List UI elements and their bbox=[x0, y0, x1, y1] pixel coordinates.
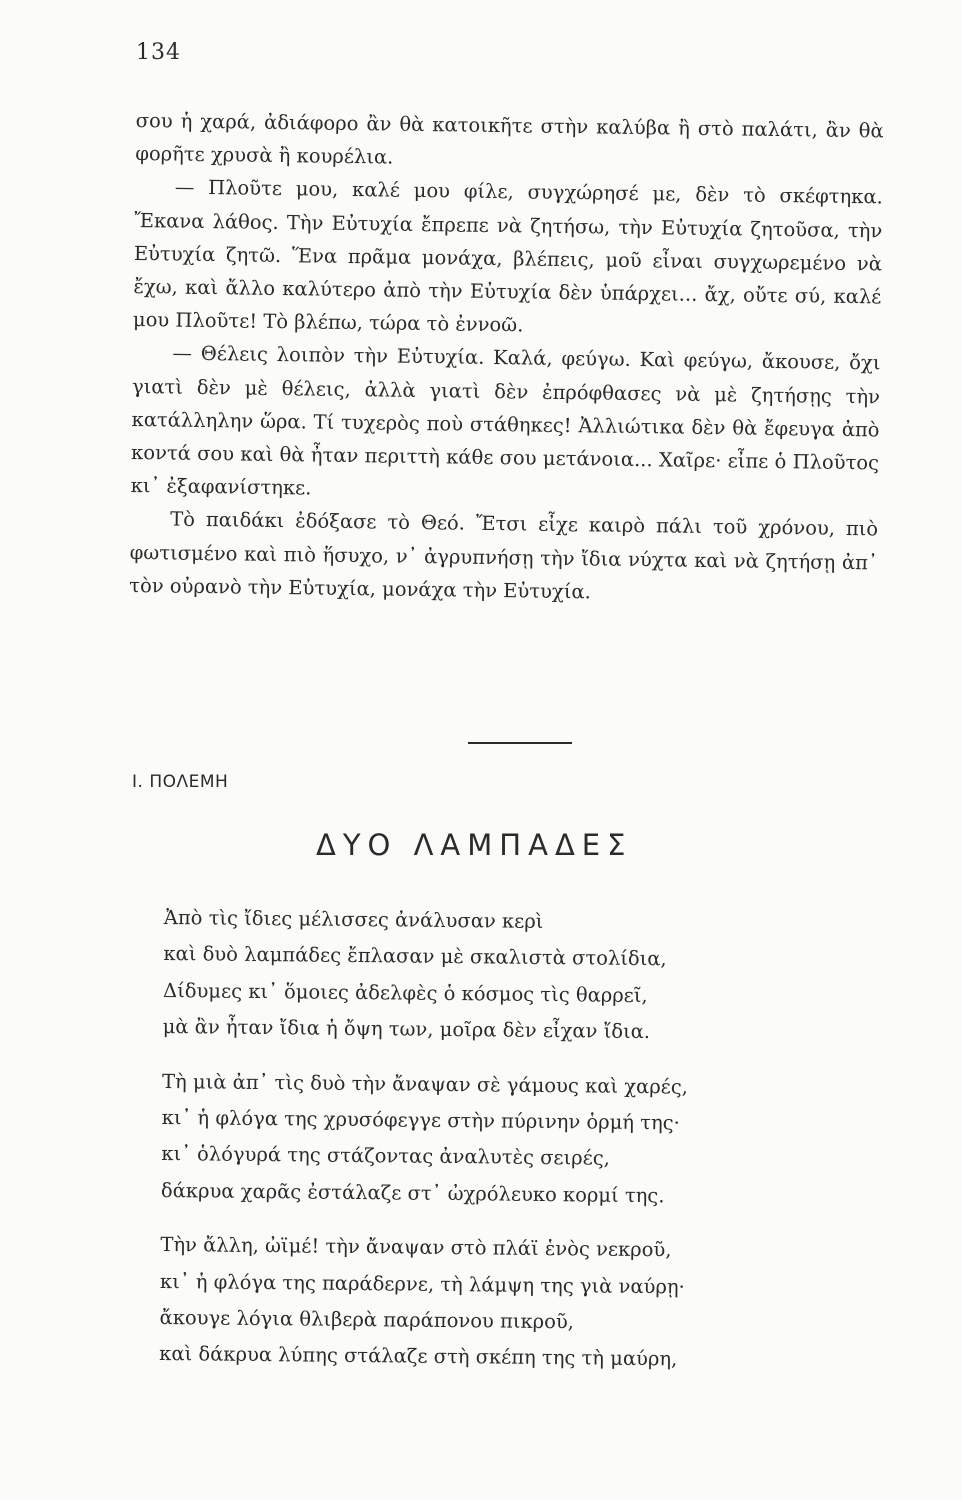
verse-line: κι᾿ ἡ φλόγα της χρυσόφεγγε στὴν πύρινην ὁρμή της· bbox=[161, 1106, 680, 1135]
prose-paragraph: — Θέλεις λοιπὸν τὴν Εὐτυχία. Καλά, φεύγω. Καὶ φεύγω, ἄκουσε, ὄχι γιατὶ δὲν μὲ θέλεις, ἀλλὰ γιατὶ δὲν ἐπρόφθασες νὰ μὲ ζητήσῃς τὴν κατάλληλην ὥρα. Τί τυχερὸς ποὺ στάθηκες! Ἀλλιώτικα δὲν θὰ ἔφευγα ἀπὸ κοντά σου καὶ θὰ ἦταν περιττὴ κάθε σου μετάνοια... Χαῖρε· εἶπε ὁ Πλοῦτος κι᾿ ἐξαφανίστηκε. bbox=[130, 341, 881, 500]
stanza bbox=[162, 900, 863, 1053]
verse-line: καὶ δάκρυα λύπης στάλαζε στὴ σκέπη της τὴ μαύρη, bbox=[159, 1342, 678, 1371]
verse-line: ἄκουγε λόγια θλιβερὰ παράπονου πικροῦ, bbox=[159, 1306, 575, 1334]
page-number: 134 bbox=[136, 40, 181, 65]
prose-paragraph: σου ἡ χαρά, ἀδιάφορο ἂν θὰ κατοικῆτε στὴν καλύβα ἢ στὸ παλάτι, ἂν θὰ φορῆτε χρυσὰ ἢ κουρέλια. bbox=[135, 108, 884, 169]
author-label: Ι. ΠΟΛΕΜΗ bbox=[132, 772, 229, 792]
poem-body bbox=[159, 900, 864, 1398]
prose-paragraph: — Πλοῦτε μου, καλέ μου φίλε, συγχώρησέ με, δὲν τὸ σκέφτηκα. Ἔκανα λάθος. Τὴν Εὐτυχία ἔπρεπε νὰ ζητήσω, τὴν Εὐτυχία ζητοῦσα, τὴν Εὐτυχία ζητῶ. Ἕνα πρᾶμα μονάχα, βλέπεις, μοῦ εἶναι συγχωρεμένο νὰ ἔχω, καὶ ἄλλο καλύτερο ἀπὸ τὴν Εὐτυχία δὲν ὑπάρχει... ἄχ, οὔτε σύ, καλέ μου Πλοῦτε! Τὸ βλέπω, τώρα τὸ ἐννοῶ. bbox=[132, 175, 883, 337]
verse-line: Δίδυμες κι᾿ ὅμοιες ἀδελφὲς ὁ κόσμος τὶς θαρρεῖ, bbox=[162, 978, 648, 1007]
verse-line: κι᾿ ἡ φλόγα της παράδερνε, τὴ λάμψη της γιὰ ναύρῃ· bbox=[159, 1269, 685, 1299]
verse-line: Ἀπὸ τὶς ἴδιες μέλισσες ἀνάλυσαν κερὶ bbox=[163, 905, 544, 933]
stanza bbox=[161, 1064, 862, 1217]
verse-line: Τὴ μιὰ ἀπ᾿ τὶς δυὸ τὴν ἄναψαν σὲ γάμους καὶ χαρές, bbox=[161, 1069, 689, 1099]
verse-line: Τὴν ἄλλη, ὠϊμέ! τὴν ἄναψαν στὸ πλάϊ ἑνὸς νεκροῦ, bbox=[160, 1233, 672, 1262]
stanza bbox=[159, 1227, 860, 1380]
poem-title: ΔΥΟ ΛΑΜΠΑΔΕΣ bbox=[316, 828, 633, 862]
prose-block bbox=[129, 104, 884, 612]
verse-line: δάκρυα χαρᾶς ἐστάλαζε στ᾿ ὠχρόλευκο κορμί της. bbox=[160, 1178, 665, 1208]
section-divider bbox=[468, 742, 572, 744]
verse-line: κι᾿ ὁλόγυρά της στάζοντας ἀναλυτὲς σειρές, bbox=[161, 1142, 611, 1171]
verse-line: μὰ ἂν ἦταν ἴδια ἡ ὄψη των, μοῖρα δὲν εἶχαν ἴδια. bbox=[162, 1015, 651, 1044]
prose-paragraph: Τὸ παιδάκι ἐδόξασε τὸ Θεό. Ἔτσι εἶχε καιρὸ πάλι τοῦ χρόνου, πιὸ φωτισμένο καὶ πιὸ ἥσυχο, ν᾿ ἀγρυπνήσῃ τὴν ἴδια νύχτα καὶ νὰ ζητήσῃ ἀπ᾿ τὸν οὐρανὸ τὴν Εὐτυχία, μονάχα τὴν Εὐτυχία. bbox=[129, 507, 879, 604]
verse-line: καὶ δυὸ λαμπάδες ἔπλασαν μὲ σκαλιστὰ στολίδια, bbox=[163, 942, 667, 971]
